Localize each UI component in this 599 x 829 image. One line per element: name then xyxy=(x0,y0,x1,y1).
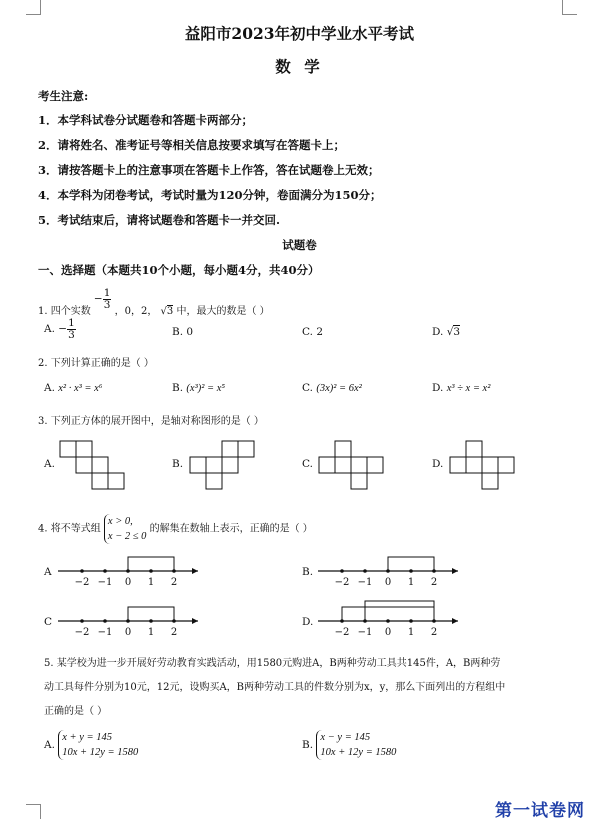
q4-number-line-d-tick-label: 1 xyxy=(407,627,415,638)
q3-option-a-label[interactable]: A. xyxy=(44,458,55,470)
q4-number-line-d-tick xyxy=(386,619,390,623)
q4-number-line-c-tick xyxy=(149,619,153,623)
q4-option-d-label[interactable]: D. xyxy=(302,616,314,628)
q4-number-line-b-tick xyxy=(340,569,344,573)
q4-number-line-c-tick-label: 2 xyxy=(170,627,178,638)
notice-item: 1．本学科试卷分试题卷和答题卡两部分； xyxy=(38,113,253,127)
question-5-line-1: 5. 某学校为进一步开展好劳动教育实践活动，用1580元购进A，B两种劳动工具共145件，A，B两种劳 xyxy=(44,658,501,669)
q4-number-line-d-tick-label: −1 xyxy=(357,627,373,638)
q4-number-line-c-tick-label: 1 xyxy=(147,627,155,638)
q1-option-b[interactable]: B. 0 xyxy=(172,326,194,338)
q5-option-b[interactable]: B. x − y = 145 10x + 12y = 1580 xyxy=(302,732,397,758)
q4-inequality-1: x > 0, xyxy=(107,516,133,527)
question-5-line-2: 动工具每件分别为10元，12元，设购买A，B两种劳动工具的件数分别为x，y，那么下面列出的方程组中 xyxy=(44,682,506,693)
q4-inequality-2: x − 2 ≤ 0 xyxy=(107,531,147,542)
q2-option-a[interactable]: A. x² · x³ = x⁶ xyxy=(44,382,103,394)
q4-number-line-c-tick-label: −2 xyxy=(74,627,90,638)
q4-number-line-d-range xyxy=(342,607,434,621)
watermark-logo: 第一试卷网 xyxy=(495,801,585,821)
notice-item: 4．本学科为闭卷考试，考试时量为120分钟，卷面满分为150分； xyxy=(38,188,382,202)
q4-option-c-label[interactable]: C xyxy=(44,616,53,628)
q4-number-line-c-arrow xyxy=(192,618,198,624)
q1-option-c[interactable]: C. 2 xyxy=(302,326,324,338)
q2-option-d[interactable]: D. x³ ÷ x = x² xyxy=(432,382,491,394)
q4-number-line-a-tick-label: −2 xyxy=(74,577,90,588)
q4-number-line-c-tick-label: −1 xyxy=(97,627,113,638)
q4-number-line-a-tick xyxy=(149,569,153,573)
q4-number-line-d-tick-label: −2 xyxy=(334,627,350,638)
q4-number-line-b-range xyxy=(388,557,434,571)
section-heading: 一、选择题（本题共10个小题，每小题4分，共40分） xyxy=(38,263,320,277)
q5-option-a[interactable]: A. x + y = 145 10x + 12y = 1580 xyxy=(44,732,139,758)
q4-option-a-label[interactable]: A xyxy=(44,566,52,578)
q3-option-d-label[interactable]: D. xyxy=(432,458,444,470)
q4-number-line-a-range xyxy=(128,557,174,571)
q2-option-c[interactable]: C. (3x)² = 6x² xyxy=(302,382,362,394)
notice-heading: 考生注意: xyxy=(38,89,89,103)
q4-number-line-b-tick-label: 2 xyxy=(430,577,438,588)
question-4-stem: 4. 将不等式组 x > 0, x − 2 ≤ 0 的解集在数轴上表示，正确的是（ ） xyxy=(38,516,313,542)
notice-item: 3．请按答题卡上的注意事项在答题卡上作答，答在试题卷上无效； xyxy=(38,163,380,177)
q4-number-line-d-tick xyxy=(409,619,413,623)
q2-option-b[interactable]: B. (x³)² = x⁵ xyxy=(172,382,226,394)
question-5-line-3: 正确的是（ ） xyxy=(44,706,108,717)
notice-item: 5．考试结束后，请将试题卷和答题卡一并交回. xyxy=(38,213,281,227)
q4-option-b-label[interactable]: B. xyxy=(302,566,314,578)
q4-number-line-a-tick xyxy=(103,569,107,573)
exam-title: 益阳市2023年初中学业水平考试 xyxy=(184,24,415,43)
q4-number-line-b-tick-label: −1 xyxy=(357,577,373,588)
paper-label: 试题卷 xyxy=(282,238,317,252)
q4-number-line-d-arrow xyxy=(452,618,458,624)
q4-number-line-c-tick xyxy=(103,619,107,623)
q4-number-line-b-tick xyxy=(409,569,413,573)
question-2-stem: 2. 下列计算正确的是（ ） xyxy=(38,358,154,369)
q1-option-d[interactable]: D. √3 xyxy=(432,326,461,338)
q4-number-line-b-tick-label: 0 xyxy=(384,577,392,588)
q1-fraction: − $\frac{1}{3}$ xyxy=(93,287,111,311)
q4-number-line-a-tick xyxy=(80,569,84,573)
q4-number-line-b-tick-label: −2 xyxy=(334,577,350,588)
q4-number-line-c-tick-label: 0 xyxy=(124,627,132,638)
q1-stem-mid: ，0，2， xyxy=(114,306,158,317)
q1-option-a[interactable]: A. − $\frac{1}{3}$ xyxy=(44,317,75,341)
q4-number-line-d-range-2 xyxy=(365,601,434,621)
notice-item: 2．请将姓名、准考证号等相关信息按要求填写在答题卡上； xyxy=(38,138,345,152)
q4-number-line-a-arrow xyxy=(192,568,198,574)
question-3-stem: 3. 下列正方体的展开图中，是轴对称图形的是（ ） xyxy=(38,416,264,427)
q4-number-line-b-tick xyxy=(363,569,367,573)
q4-number-line-d-tick-label: 2 xyxy=(430,627,438,638)
q4-number-line-a-tick-label: 0 xyxy=(124,577,132,588)
q4-number-line-a-tick-label: 2 xyxy=(170,577,178,588)
q4-number-line-d-tick-label: 0 xyxy=(384,627,392,638)
q1-sqrt: √3 xyxy=(160,306,174,317)
q3-option-c-label[interactable]: C. xyxy=(302,458,313,470)
q4-number-line-b-tick-label: 1 xyxy=(407,577,415,588)
subject-title: 数 学 xyxy=(275,57,324,76)
q4-number-line-c-range xyxy=(128,607,174,621)
q1-stem-post: 中，最大的数是（ ） xyxy=(176,306,270,317)
q4-number-line-b-arrow xyxy=(452,568,458,574)
q4-number-line-a-tick-label: 1 xyxy=(147,577,155,588)
q4-number-line-c-tick xyxy=(80,619,84,623)
q4-number-line-a-tick-label: −1 xyxy=(97,577,113,588)
q3-option-b-label[interactable]: B. xyxy=(172,458,184,470)
q1-stem-pre: 1. 四个实数 xyxy=(38,306,91,317)
